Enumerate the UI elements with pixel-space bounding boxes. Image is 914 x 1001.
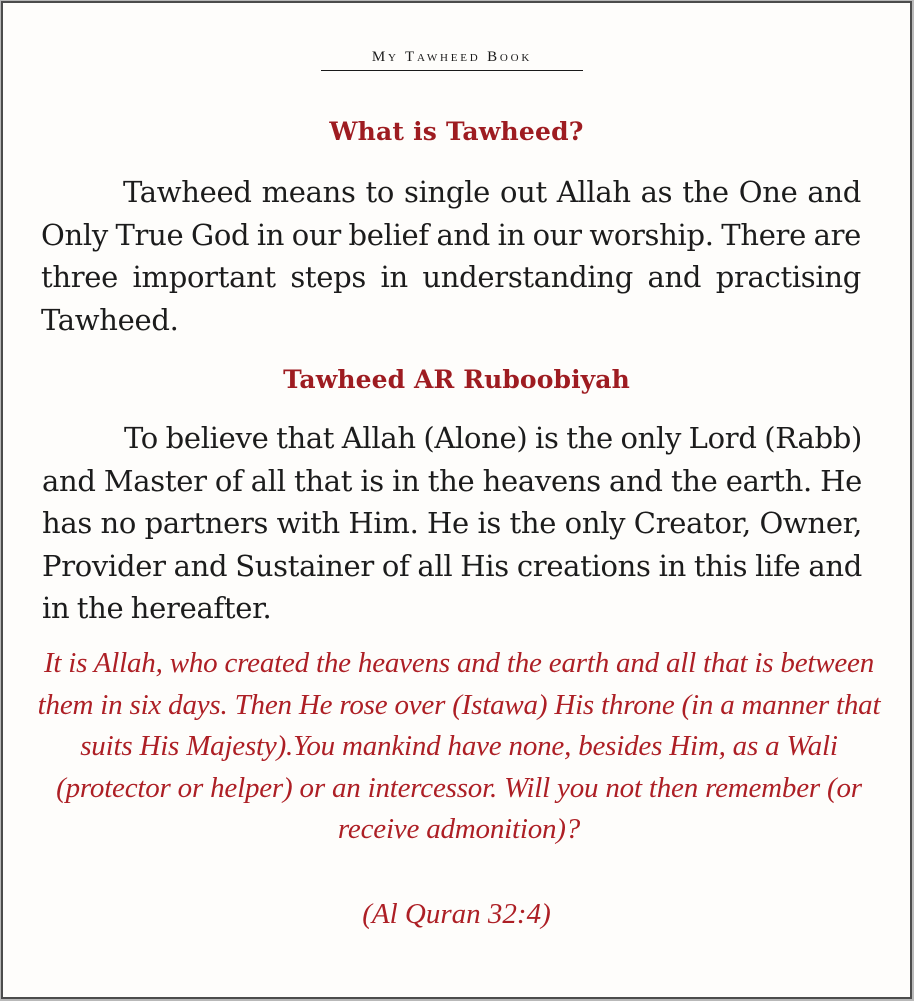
paragraph-ruboobiyah-definition: To believe that Allah (Alone) is the only Lord (Rabb) and Master of all that is in the heavens and the earth. He has no partners with Him. He is the only Creator, Owner, Provider and Sustainer of all His creations in this life and in the hereafter.	[42, 421, 862, 625]
section-heading-what-is-tawheed: What is Tawheed?	[329, 117, 584, 146]
running-header: My Tawheed Book	[321, 49, 583, 71]
section-heading-tawheed-ar-ruboobiyah: Tawheed AR Ruboobiyah	[283, 365, 630, 394]
quran-quote: It is Allah, who created the heavens and the earth and all that is between them in six days. Then He rose over (Istawa) His throne (in a manner that suits His Majesty).You mankind have none, besides Him, as a Wali (protector or helper) or an intercessor. Will you not then remember (or receive admonition)?	[37, 647, 881, 846]
book-page	[1, 1, 912, 999]
paragraph-tawheed-definition: Tawheed means to single out Allah as the One and Only True God in our belief and in our worship. There are three important steps in understanding and practising Tawheed.	[41, 175, 861, 337]
quran-reference: (Al Quran 32:4)	[362, 898, 551, 930]
